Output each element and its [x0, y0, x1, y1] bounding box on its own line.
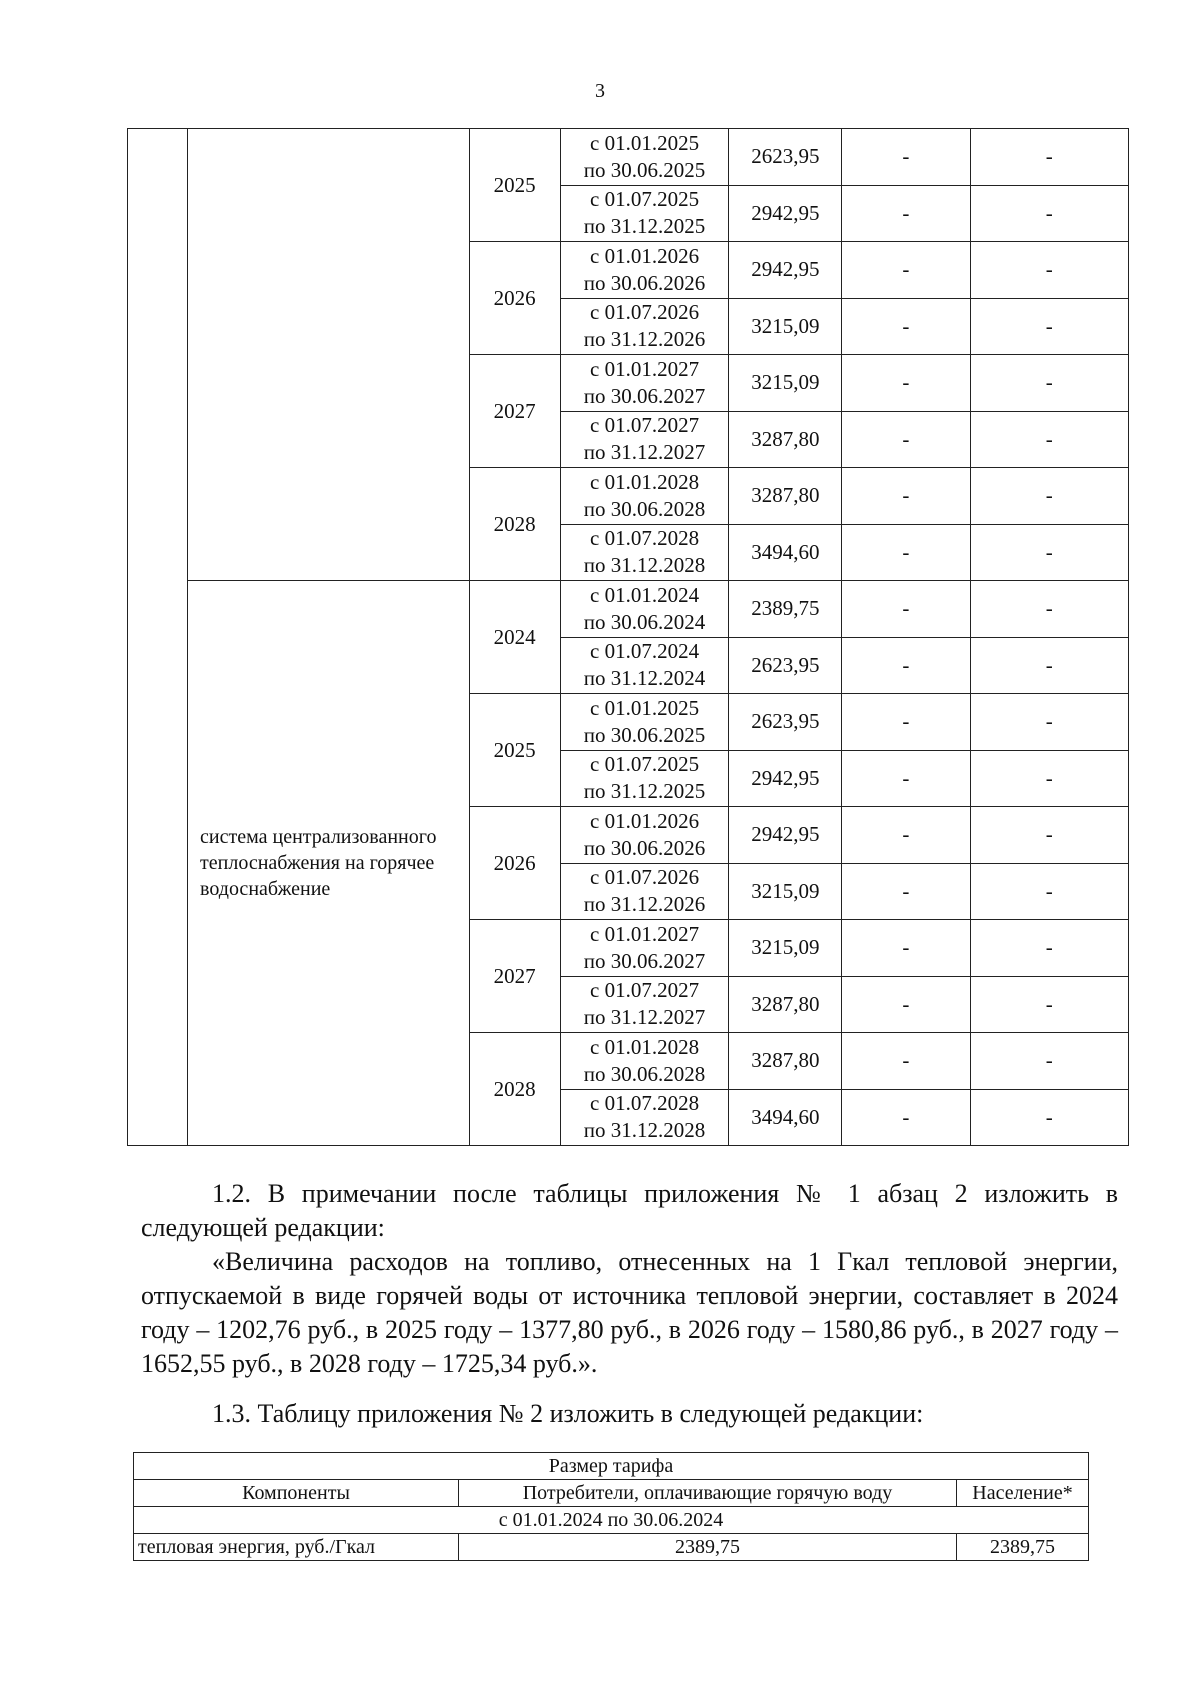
tariff-size-table	[133, 1452, 1089, 1561]
dash-cell: -	[970, 807, 1128, 864]
tariff-value: 3287,80	[729, 468, 842, 525]
dash-cell: -	[970, 976, 1128, 1033]
period-to: по 31.12.2028	[583, 553, 706, 578]
period-from: с 01.01.2028	[590, 1034, 700, 1059]
period-from: с 01.01.2025	[590, 130, 700, 155]
dash-cell: -	[842, 581, 970, 638]
period-cell	[560, 298, 729, 355]
period-to: по 30.06.2025	[583, 157, 706, 182]
period-from: с 01.01.2028	[590, 469, 700, 494]
dash-cell: -	[970, 1089, 1128, 1146]
period-cell	[560, 807, 729, 864]
period-cell	[560, 1089, 729, 1146]
section-1-2-quote-text: «Величина расходов на топливо, отнесенных на 1 Гкал тепловой энергии, отпускаемой в виде горячей воды от источника тепловой энергии, составляет в 2024 году – 1202,76 руб., в 2025 году – 1377,80 руб., в 2026 году – 1580,86 руб., в 2027 году – 1652,55 руб., в 2028 году – 1725,34 руб.».	[141, 1247, 1118, 1378]
year-cell: 2025	[469, 129, 560, 242]
dash-cell: -	[842, 524, 970, 581]
column-components: Компоненты	[134, 1480, 459, 1507]
column-population: Население*	[957, 1480, 1089, 1507]
dash-cell: -	[970, 694, 1128, 751]
dash-cell: -	[842, 185, 970, 242]
period-from: с 01.07.2025	[590, 752, 700, 777]
period-cell	[560, 185, 729, 242]
section-1-2-paragraph	[141, 1177, 1118, 1245]
period-to: по 31.12.2028	[583, 1118, 706, 1143]
tariff-value: 2942,95	[729, 750, 842, 807]
period-from: с 01.07.2025	[590, 187, 700, 212]
period-to: по 31.12.2026	[583, 892, 706, 917]
dash-cell: -	[842, 976, 970, 1033]
tariff-size-title: Размер тарифа	[134, 1453, 1089, 1480]
period-from: с 01.01.2026	[590, 243, 700, 268]
dash-cell: -	[842, 920, 970, 977]
tariff-value: 3287,80	[729, 976, 842, 1033]
period-from: с 01.07.2026	[590, 865, 700, 890]
period-cell	[560, 242, 729, 299]
system-label: система централизованного теплоснабжения на горячее водоснабжение	[188, 581, 470, 1146]
dash-cell: -	[970, 468, 1128, 525]
period-to: по 31.12.2027	[583, 440, 706, 465]
tariff-value: 2942,95	[729, 185, 842, 242]
tariff-table	[127, 128, 1129, 1146]
period-from: с 01.07.2028	[590, 1091, 700, 1116]
period-from: с 01.01.2027	[590, 921, 700, 946]
dash-cell: -	[842, 411, 970, 468]
tariff-value: 3287,80	[729, 1033, 842, 1090]
dash-cell: -	[970, 355, 1128, 412]
dash-cell: -	[970, 129, 1128, 186]
year-cell: 2028	[469, 1033, 560, 1146]
dash-cell: -	[842, 129, 970, 186]
dash-cell: -	[842, 807, 970, 864]
period-to: по 30.06.2027	[583, 948, 706, 973]
table-row	[128, 129, 1129, 186]
tariff-value: 2942,95	[729, 242, 842, 299]
year-cell: 2027	[469, 920, 560, 1033]
tariff-value: 2623,95	[729, 637, 842, 694]
tariff-value: 3215,09	[729, 863, 842, 920]
dash-cell: -	[842, 298, 970, 355]
dash-cell: -	[842, 637, 970, 694]
dash-cell: -	[842, 694, 970, 751]
period-cell	[560, 750, 729, 807]
year-cell: 2027	[469, 355, 560, 468]
tariff-value: 3287,80	[729, 411, 842, 468]
section-1-3-text: 1.3. Таблицу приложения № 2 изложить в следующей редакции:	[212, 1399, 924, 1428]
period-cell	[560, 863, 729, 920]
dash-cell: -	[970, 750, 1128, 807]
column-consumers: Потребители, оплачивающие горячую воду	[459, 1480, 957, 1507]
tariff-value: 3215,09	[729, 298, 842, 355]
dash-cell: -	[842, 863, 970, 920]
period-from: с 01.01.2024	[590, 582, 700, 607]
dash-cell: -	[970, 524, 1128, 581]
tariff-value: 2623,95	[729, 129, 842, 186]
section-1-2-quote	[141, 1245, 1118, 1381]
dash-cell: -	[970, 581, 1128, 638]
period-cell	[560, 976, 729, 1033]
period-from: с 01.07.2027	[590, 413, 700, 438]
dash-cell: -	[970, 298, 1128, 355]
dash-cell: -	[970, 242, 1128, 299]
dash-cell: -	[842, 1089, 970, 1146]
period-cell	[560, 524, 729, 581]
period-to: по 31.12.2025	[583, 779, 706, 804]
dash-cell: -	[970, 637, 1128, 694]
dash-cell: -	[970, 863, 1128, 920]
tariff-value: 3494,60	[729, 1089, 842, 1146]
dash-cell: -	[970, 185, 1128, 242]
period-cell	[560, 129, 729, 186]
year-cell: 2025	[469, 694, 560, 807]
row-consumers-value: 2389,75	[459, 1534, 957, 1561]
period-to: по 30.06.2024	[583, 609, 706, 634]
period-from: с 01.07.2028	[590, 526, 700, 551]
dash-cell: -	[842, 750, 970, 807]
section-1-2-text: 1.2. В примечании после таблицы приложения № 1 абзац 2 изложить в следующей редакции:	[141, 1179, 1118, 1242]
dash-cell: -	[970, 1033, 1128, 1090]
row-label: тепловая энергия, руб./Гкал	[134, 1534, 459, 1561]
period-to: по 31.12.2024	[583, 666, 706, 691]
period-to: по 30.06.2028	[583, 496, 706, 521]
empty-first-column	[128, 129, 188, 1146]
dash-cell: -	[842, 1033, 970, 1090]
period-to: по 31.12.2025	[583, 214, 706, 239]
dash-cell: -	[842, 468, 970, 525]
period-cell	[560, 355, 729, 412]
period-to: по 30.06.2026	[583, 270, 706, 295]
tariff-value: 3215,09	[729, 355, 842, 412]
period-to: по 30.06.2027	[583, 383, 706, 408]
period-cell	[560, 468, 729, 525]
dash-cell: -	[970, 411, 1128, 468]
period-from: с 01.07.2026	[590, 300, 700, 325]
year-cell: 2028	[469, 468, 560, 581]
page-number: 3	[595, 80, 605, 102]
year-cell: 2026	[469, 242, 560, 355]
period-from: с 01.07.2027	[590, 978, 700, 1003]
section-1-3-paragraph	[141, 1397, 1118, 1431]
period-from: с 01.01.2027	[590, 356, 700, 381]
year-cell: 2026	[469, 807, 560, 920]
period-from: с 01.01.2025	[590, 695, 700, 720]
period-cell	[560, 411, 729, 468]
tariff-value: 2942,95	[729, 807, 842, 864]
period-to: по 30.06.2026	[583, 835, 706, 860]
tariff-value: 3215,09	[729, 920, 842, 977]
period-to: по 30.06.2025	[583, 722, 706, 747]
year-cell: 2024	[469, 581, 560, 694]
period-cell	[560, 637, 729, 694]
period-to: по 31.12.2027	[583, 1005, 706, 1030]
period-from: с 01.01.2026	[590, 808, 700, 833]
period-from: с 01.07.2024	[590, 639, 700, 664]
period-cell	[560, 581, 729, 638]
tariff-value: 3494,60	[729, 524, 842, 581]
period-to: по 30.06.2028	[583, 1061, 706, 1086]
period-row: с 01.01.2024 по 30.06.2024	[134, 1507, 1089, 1534]
system-cell-upper	[188, 129, 470, 581]
dash-cell: -	[842, 355, 970, 412]
dash-cell: -	[970, 920, 1128, 977]
period-cell	[560, 694, 729, 751]
tariff-table-body	[128, 129, 1129, 1146]
period-cell	[560, 920, 729, 977]
period-to: по 31.12.2026	[583, 327, 706, 352]
period-cell	[560, 1033, 729, 1090]
tariff-value: 2623,95	[729, 694, 842, 751]
row-population-value: 2389,75	[957, 1534, 1089, 1561]
tariff-value: 2389,75	[729, 581, 842, 638]
dash-cell: -	[842, 242, 970, 299]
table-row	[128, 581, 1129, 638]
